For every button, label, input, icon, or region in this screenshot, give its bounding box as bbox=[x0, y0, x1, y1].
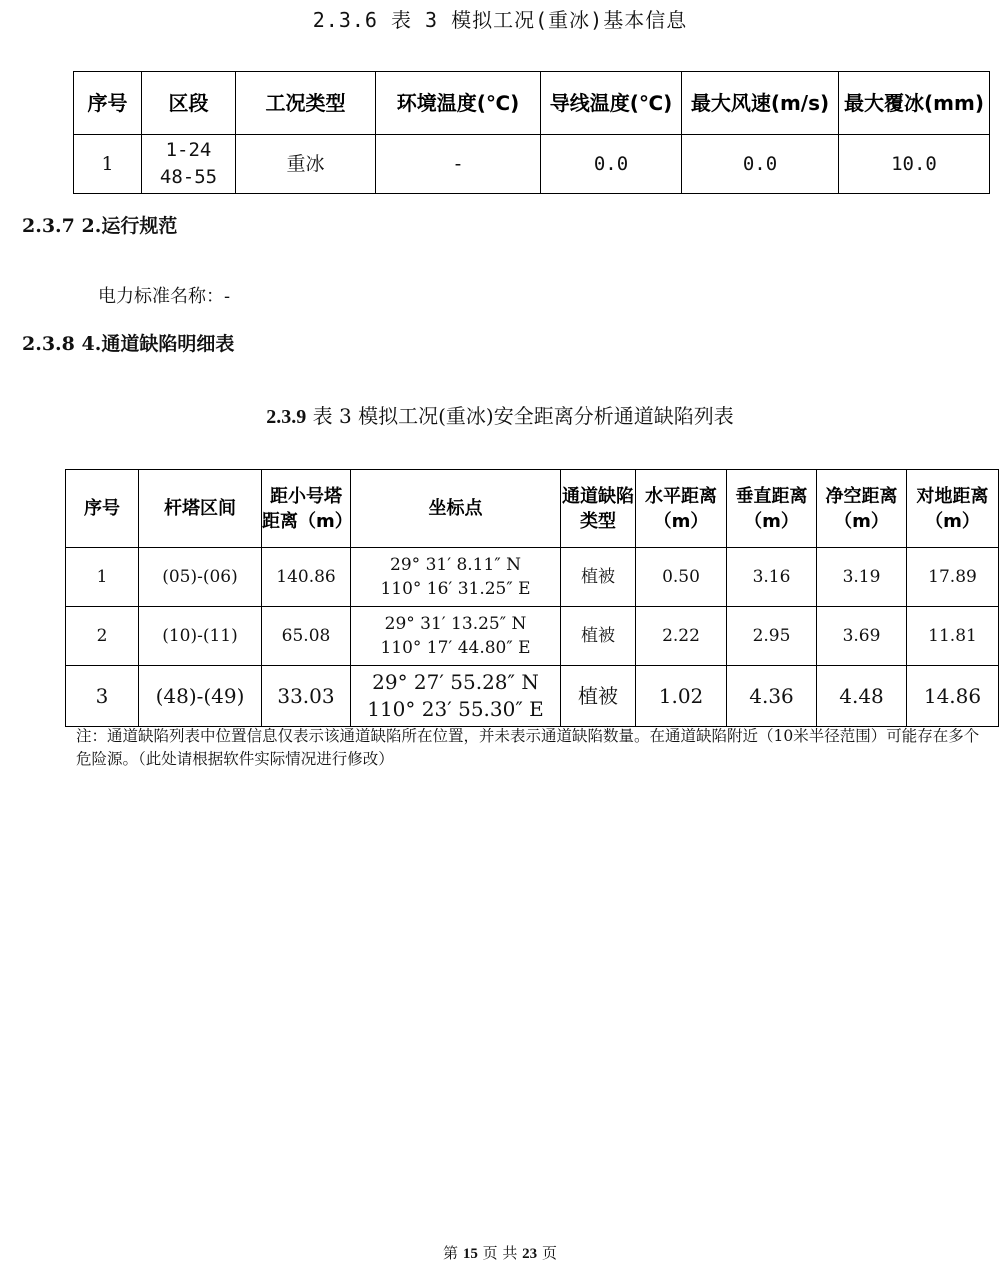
caption-text: 表 3 模拟工况(重冰)安全距离分析通道缺陷列表 bbox=[306, 404, 734, 428]
table1-basic-info bbox=[73, 71, 990, 194]
cell-clearance: 4.48 bbox=[817, 666, 907, 727]
cell-coordinates bbox=[351, 666, 561, 727]
table-row bbox=[74, 135, 990, 194]
cell-distance: 33.03 bbox=[262, 666, 351, 727]
cell-no: 1 bbox=[66, 548, 139, 607]
cell-no: 1 bbox=[74, 135, 142, 194]
cell-ground: 14.86 bbox=[907, 666, 999, 727]
cell-vertical: 3.16 bbox=[727, 548, 817, 607]
coord-lon: 110° 17′ 44.80″ E bbox=[380, 638, 531, 658]
footer-suffix: 页 bbox=[541, 1244, 557, 1262]
cell-defect-type: 植被 bbox=[561, 607, 636, 666]
header-wire-temp: 导线温度(℃) bbox=[541, 72, 682, 135]
cell-coordinates bbox=[351, 548, 561, 607]
cell-no: 2 bbox=[66, 607, 139, 666]
header-distance: 距小号塔距离（m） bbox=[262, 470, 351, 548]
cell-tower-span: (10)-(11) bbox=[139, 607, 262, 666]
header-coordinates: 坐标点 bbox=[351, 470, 561, 548]
header-vertical: 垂直距离（m） bbox=[727, 470, 817, 548]
header-section: 区段 bbox=[142, 72, 236, 135]
section-number: 2.3.7 2. bbox=[22, 215, 102, 237]
footer-middle: 页 共 bbox=[482, 1244, 518, 1262]
cell-distance: 65.08 bbox=[262, 607, 351, 666]
header-clearance: 净空距离（m） bbox=[817, 470, 907, 548]
cell-defect-type: 植被 bbox=[561, 548, 636, 607]
cell-clearance: 3.19 bbox=[817, 548, 907, 607]
section-title: 运行规范 bbox=[101, 215, 178, 237]
caption-number: 2.3.9 bbox=[266, 406, 307, 428]
section-line1: 1-24 bbox=[165, 139, 212, 161]
header-defect-type: 通道缺陷类型 bbox=[561, 470, 636, 548]
cell-tower-span: (48)-(49) bbox=[139, 666, 262, 727]
standard-value: - bbox=[224, 286, 231, 307]
header-ground: 对地距离（m） bbox=[907, 470, 999, 548]
cell-ground: 17.89 bbox=[907, 548, 999, 607]
cell-wire-temp: 0.0 bbox=[541, 135, 682, 194]
cell-clearance: 3.69 bbox=[817, 607, 907, 666]
coord-lat: 29° 31′ 13.25″ N bbox=[384, 614, 527, 634]
table-row bbox=[66, 666, 999, 727]
coord-lon: 110° 23′ 55.30″ E bbox=[367, 697, 544, 721]
section-heading-2-3-7 bbox=[22, 211, 177, 238]
section-number: 2.3.8 4. bbox=[22, 333, 102, 355]
current-page-number: 15 bbox=[462, 1246, 478, 1262]
cell-coordinates bbox=[351, 607, 561, 666]
standard-label: 电力标准名称： bbox=[98, 286, 224, 307]
cell-horizontal: 0.50 bbox=[636, 548, 727, 607]
footer-prefix: 第 bbox=[443, 1244, 459, 1262]
page-footer bbox=[0, 1242, 1000, 1263]
table-row bbox=[66, 607, 999, 666]
section-title: 通道缺陷明细表 bbox=[101, 333, 235, 355]
cell-max-ice: 10.0 bbox=[839, 135, 990, 194]
cell-distance: 140.86 bbox=[262, 548, 351, 607]
header-tower-span: 杆塔区间 bbox=[139, 470, 262, 548]
cell-vertical: 4.36 bbox=[727, 666, 817, 727]
cell-tower-span: (05)-(06) bbox=[139, 548, 262, 607]
header-max-ice: 最大覆冰(mm) bbox=[839, 72, 990, 135]
table-row bbox=[66, 548, 999, 607]
cell-defect-type: 植被 bbox=[561, 666, 636, 727]
header-no: 序号 bbox=[74, 72, 142, 135]
table1-header-row bbox=[74, 72, 990, 135]
table2-caption bbox=[0, 400, 1000, 429]
cell-condition-type: 重冰 bbox=[236, 135, 376, 194]
coord-lat: 29° 31′ 8.11″ N bbox=[390, 555, 521, 575]
header-condition-type: 工况类型 bbox=[236, 72, 376, 135]
table1-caption: 2.3.6 表 3 模拟工况(重冰)基本信息 bbox=[312, 8, 688, 32]
table-note: 注：通道缺陷列表中位置信息仅表示该通道缺陷所在位置，并未表示通道缺陷数量。在通道缺陷附近（10米半径范围）可能存在多个危险源。（此处请根据软件实际情况进行修改） bbox=[76, 727, 980, 768]
table2-defect-list bbox=[65, 469, 999, 727]
header-no: 序号 bbox=[66, 470, 139, 548]
coord-lon: 110° 16′ 31.25″ E bbox=[380, 579, 531, 599]
cell-env-temp: - bbox=[376, 135, 541, 194]
header-horizontal: 水平距离（m） bbox=[636, 470, 727, 548]
header-max-wind: 最大风速(m/s) bbox=[682, 72, 839, 135]
cell-max-wind: 0.0 bbox=[682, 135, 839, 194]
section-line2: 48-55 bbox=[159, 166, 218, 188]
cell-vertical: 2.95 bbox=[727, 607, 817, 666]
cell-horizontal: 1.02 bbox=[636, 666, 727, 727]
table2-header-row bbox=[66, 470, 999, 548]
total-page-number: 23 bbox=[522, 1246, 538, 1262]
coord-lat: 29° 27′ 55.28″ N bbox=[372, 670, 539, 694]
cell-ground: 11.81 bbox=[907, 607, 999, 666]
section-heading-2-3-8 bbox=[22, 329, 234, 356]
header-env-temp: 环境温度(℃) bbox=[376, 72, 541, 135]
standard-name-line bbox=[98, 282, 230, 308]
cell-no: 3 bbox=[66, 666, 139, 727]
cell-section bbox=[142, 135, 236, 194]
cell-horizontal: 2.22 bbox=[636, 607, 727, 666]
